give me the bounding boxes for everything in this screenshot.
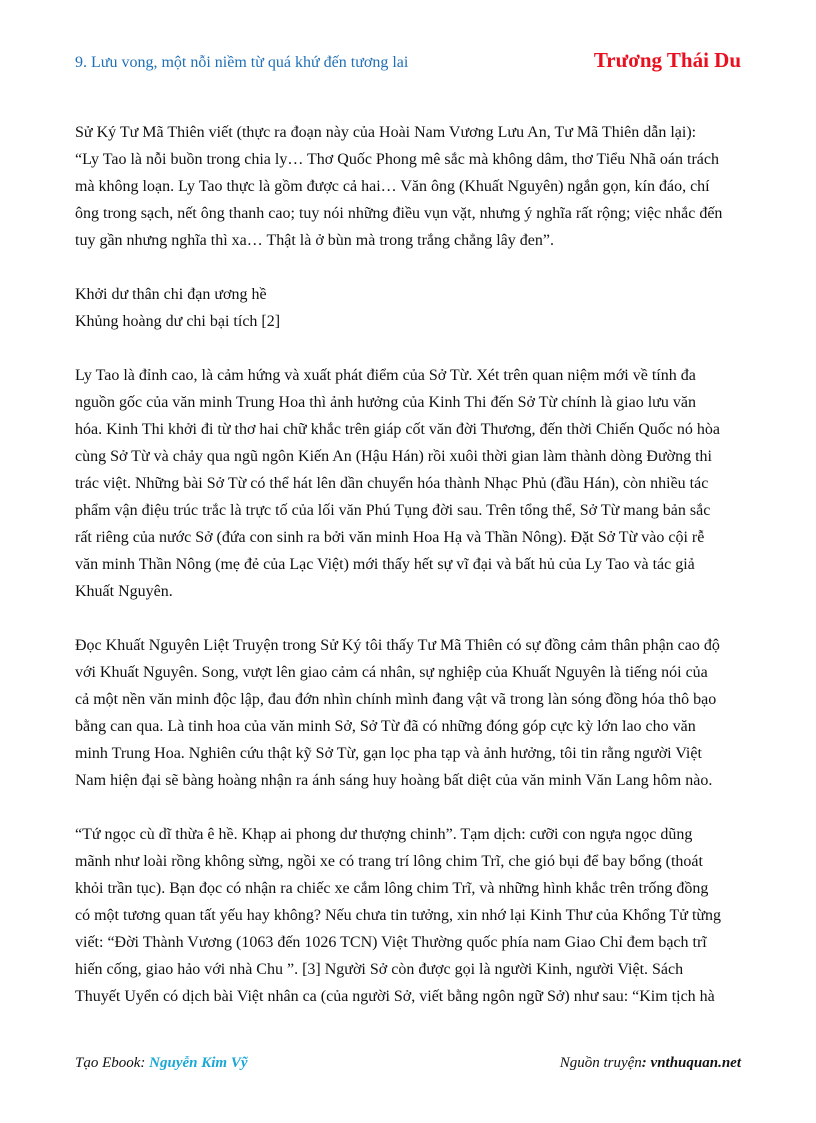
text-line: mà không loạn. Ly Tao thực là gồm được cả hai… Văn ông (Khuất Nguyên) ngắn gọn, kín đáo, chí <box>75 178 710 195</box>
ebook-credit-separator: : <box>140 1055 150 1071</box>
text-line: “Ly Tao là nỗi buồn trong chia ly… Thơ Quốc Phong mê sắc mà không dâm, thơ Tiểu Nhã oán trách <box>75 151 719 168</box>
text-line: cả một nền văn minh độc lập, đau đớn nhìn chính mình đang vật vã trong làn sóng đồng hóa thô bạo <box>75 691 717 708</box>
paragraph-verse <box>75 281 745 335</box>
text-line: bằng can qua. Là tinh hoa của văn minh Sở, Sở Từ đã có những đóng góp cực kỳ lớn lao cho văn <box>75 718 696 735</box>
source-credit-site: vnthuquan.net <box>650 1055 741 1071</box>
ebook-credit-name: Nguyễn Kim Vỹ <box>149 1055 248 1071</box>
source-credit-label: Nguồn truyện <box>559 1055 642 1071</box>
text-line: phẩm vận điệu trúc trắc là trực tố của lối văn Phú Tụng đời sau. Trên tổng thể, Sở Từ mang bản sắc <box>75 502 711 519</box>
verse-line: Khởi dư thân chi đạn ương hề <box>75 286 267 303</box>
text-line: minh Trung Hoa. Nghiên cứu thật kỹ Sở Từ, gạn lọc pha tạp và ảnh hưởng, tôi tin rằng người Việt <box>75 745 702 762</box>
text-line: Đọc Khuất Nguyên Liệt Truyện trong Sử Ký tôi thấy Tư Mã Thiên có sự đồng cảm thân phận cao độ <box>75 637 720 654</box>
text-line: hiến cống, giao hảo với nhà Chu ”. [3] Người Sở còn được gọi là người Kinh, người Việt. Sách <box>75 961 684 978</box>
text-line: trác việt. Những bài Sở Từ có thể hát lên dần chuyển hóa thành Nhạc Phủ (đầu Hán), còn nhiều tác <box>75 475 709 492</box>
source-credit <box>560 1055 741 1072</box>
paragraph-ly-tao <box>75 362 745 605</box>
text-line: Nam hiện đại sẽ bàng hoàng nhận ra ánh sáng huy hoàng bất diệt của văn minh Văn Lang hôm nào. <box>75 772 713 789</box>
text-line: “Tứ ngọc cù dĩ thừa ê hề. Khạp ai phong dư thượng chinh”. Tạm dịch: cưỡi con ngựa ngọc dũng <box>75 826 693 843</box>
paragraph-tu-ngoc <box>75 821 745 1010</box>
paragraph-quote-su-ky <box>75 119 745 254</box>
text-line: mãnh như loài rồng không sừng, ngồi xe có trang trí lông chim Trĩ, che gió bụi để bay bổng (thoát <box>75 853 703 870</box>
text-line: Sử Ký Tư Mã Thiên viết (thực ra đoạn này của Hoài Nam Vương Lưu An, Tư Mã Thiên dẫn lại): <box>75 124 697 141</box>
verse-line: Khủng hoàng dư chi bại tích [2] <box>75 313 281 330</box>
text-line: cùng Sở Từ và chảy qua ngũ ngôn Kiến An (Hậu Hán) rồi xuôi thời gian làm thành dòng Đường thi <box>75 448 712 465</box>
text-line: Khuất Nguyên. <box>75 583 173 600</box>
text-line: Thuyết Uyển có dịch bài Việt nhân ca (của người Sở, viết bằng ngôn ngữ Sở) như sau: “Kim tịch hà <box>75 988 715 1005</box>
text-line: Ly Tao là đỉnh cao, là cảm hứng và xuất phát điểm của Sở Từ. Xét trên quan niệm mới về tính đa <box>75 367 696 384</box>
text-line: hóa. Kinh Thi khởi đi từ thơ hai chữ khắc trên giáp cốt văn đời Thương, đến thời Chiến Quốc nó hòa <box>75 421 720 438</box>
paragraph-khuat-nguyen <box>75 632 745 794</box>
text-line: văn minh Thần Nông (mẹ đẻ của Lạc Việt) mới thấy hết sự vĩ đại và bất hủ của Ly Tao và tác giả <box>75 556 695 573</box>
text-line: rất riêng của nước Sở (đứa con sinh ra bởi văn minh Hoa Hạ và Thần Nông). Đặt Sở Từ vào cội rễ <box>75 529 705 546</box>
page-footer <box>75 1055 741 1077</box>
ebook-credit <box>75 1055 248 1072</box>
ebook-credit-label: Tạo Ebook <box>75 1055 141 1071</box>
text-line: tuy gần nhưng nghĩa thì xa… Thật là ở bùn mà trong trắng chẳng lây đen”. <box>75 232 554 249</box>
body-text <box>75 119 745 1037</box>
chapter-title: 9. Lưu vong, một nỗi niềm từ quá khứ đến tương lai <box>75 54 409 71</box>
text-line: ông trong sạch, nết ông thanh cao; tuy nói những điều vụn vặt, nhưng ý nghĩa rất rộng; việc nhắc đến <box>75 205 723 222</box>
text-line: khỏi trần tục). Bạn đọc có nhận ra chiếc xe cắm lông chim Trĩ, và những hình khắc trên trống đồng <box>75 880 709 897</box>
author-name: Trương Thái Du <box>593 48 741 72</box>
text-line: nguồn gốc của văn minh Trung Hoa thì ảnh hưởng của Kinh Thi đến Sở Từ chính là giao lưu văn <box>75 394 696 411</box>
text-line: với Khuất Nguyên. Song, vượt lên giao cảm cá nhân, sự nghiệp của Khuất Nguyên là tiếng nói của <box>75 664 708 681</box>
page-header <box>75 48 741 78</box>
source-credit-separator: : <box>641 1055 651 1071</box>
text-line: viết: “Đời Thành Vương (1063 đến 1026 TCN) Việt Thường quốc phía nam Giao Chỉ đem bạch trĩ <box>75 934 707 951</box>
text-line: có một tương quan tất yếu hay không? Nếu chưa tin tưởng, xin nhớ lại Kinh Thư của Khổng Tử từng <box>75 907 722 924</box>
